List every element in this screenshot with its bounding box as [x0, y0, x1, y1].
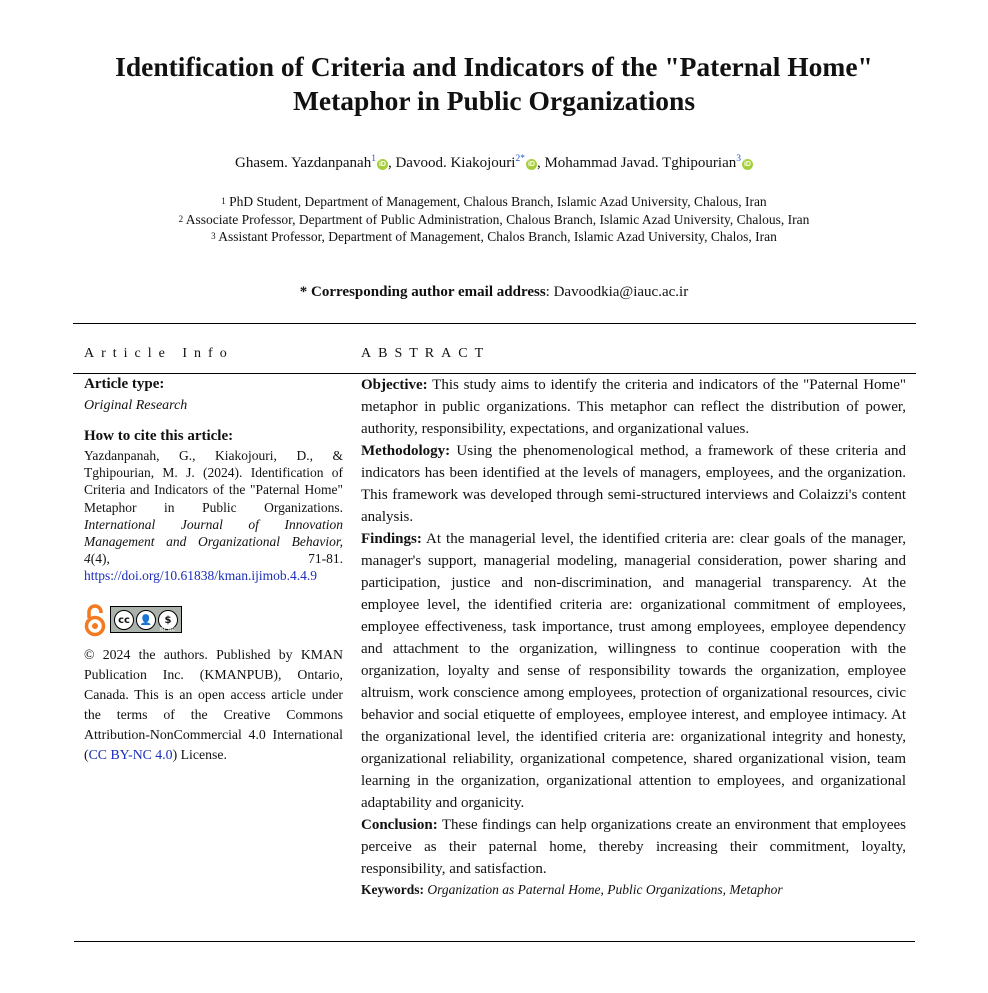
license-icons [84, 601, 343, 639]
keywords-label: Keywords: [361, 882, 424, 897]
findings-label: Findings: [361, 531, 422, 547]
cc-icon: cc [114, 610, 134, 630]
methodology-label: Methodology: [361, 443, 451, 459]
keywords [361, 881, 906, 899]
attribution-icon: 👤 [136, 610, 156, 630]
article-info-panel [84, 374, 343, 765]
abstract-body [361, 374, 906, 899]
citation-journal: International Journal of Innovation Management and Organizational Behavior, [84, 516, 343, 550]
abstract-conclusion [361, 814, 906, 880]
abstract-heading: ABSTRACT [361, 346, 491, 361]
orcid-icon[interactable]: iD [743, 161, 751, 168]
noncommercial-icon: $ [158, 610, 178, 630]
author-name: Mohammad Javad. Tghipourian [544, 155, 737, 171]
affil-sup: 1 [221, 196, 226, 206]
keywords-text: Organization as Paternal Home, Public Organizations, Metaphor [427, 882, 783, 897]
affiliations [0, 193, 988, 246]
license-text: © 2024 the authors. Published by KMAN Publication Inc. (KMANPUB), Ontario, Canada. This is an open access article under the terms of the Creative Commons Attribution-NonCommercial 4.0 International ( [84, 646, 343, 762]
open-access-icon [84, 602, 106, 638]
top-divider [73, 323, 916, 324]
citation-text: Yazdanpanah, G., Kiakojouri, D., & Tghipourian, M. J. (2024). Identification of Criteria and Indicators of the "Paternal Home" Metaphor in Public Organizations. [84, 448, 343, 515]
citation [84, 447, 343, 585]
author-list: Ghasem. Yazdanpanah$^1$iD , Davood. Kiakojouri$^{2*}$iD , Mohammad Javad. Tghipourian$^3$iD [235, 154, 751, 171]
license-text-end: ) License. [172, 746, 227, 762]
abstract-objective [361, 374, 906, 440]
cite-label: How to cite this article: [84, 428, 234, 444]
corresponding-author: * Corresponding author email address: Davoodkia@iauc.ac.ir [299, 284, 689, 300]
author-name: Ghasem. Yazdanpanah [235, 155, 372, 171]
conclusion-label: Conclusion: [361, 817, 438, 833]
affil-text: Associate Professor, Department of Public Administration, Chalous Branch, Islamic Azad University, Chalous, Iran [185, 211, 810, 227]
affiliation [0, 193, 988, 211]
affil-text: Assistant Professor, Department of Management, Chalos Branch, Islamic Azad University, Chalos, Iran [218, 229, 777, 244]
abstract-findings [361, 528, 906, 814]
affiliation [0, 211, 988, 229]
corresponding-label: * Corresponding author email address [299, 284, 546, 300]
affil-sup: 3 [211, 231, 216, 241]
citation-pages: (4), 71-81. [90, 551, 343, 567]
license-link[interactable]: CC BY-NC 4.0 [88, 746, 173, 762]
license-statement [84, 645, 343, 765]
findings-text: At the managerial level, the identified criteria are: clear goals of the manager, manager's support, managerial modeling, managerial consideration, power sharing and participation, justice and non-discrimination, and managerial transparency. At the employee level, the identified criteria are: organizational commitment of employees, employee effectiveness, task importance, trust among employees, employee dependency and attachment to the organization, willingness to continue cooperation with the organization, loyalty and sense of responsibility towards the organization, employee altruism, work conscience among employees, protection of organizational resources, civic behavior and social etiquette of employees, employee interest, and employee intimacy. At the organizational level, the identified criteria are: organizational integrity and honesty, organizational reliability, organizational competence, shared organizational vision, team learning in the organization, organizational attention to employees, and organizational adaptability and organicity. [361, 531, 906, 811]
abstract-methodology [361, 440, 906, 528]
orcid-icon[interactable]: iD [527, 161, 535, 168]
bottom-divider [74, 941, 915, 942]
orcid-icon[interactable]: iD [378, 161, 386, 168]
affil-sup: 2 [178, 213, 184, 224]
corresponding-email[interactable]: Davoodkia@iauc.ac.ir [553, 284, 689, 300]
cc-license-icon[interactable] [110, 606, 182, 633]
objective-text: This study aims to identify the criteria and indicators of the "Paternal Home" metaphor in public organizations. This metaphor can reflect the distribution of power, authority, responsibility, expectations, and organizational values. [361, 377, 906, 437]
methodology-text: Using the phenomenological method, a framework of these criteria and indicators has been identified at the levels of managers, employees, and the organization. This framework was developed through semi-structured interviews and Colaizzi's content analysis. [361, 443, 907, 525]
objective-label: Objective: [361, 377, 428, 393]
author-name: Davood. Kiakojouri [395, 155, 516, 171]
author-affil-sup: 2* [515, 154, 525, 164]
author-affil-sup: 3 [736, 154, 741, 164]
article-type-label: Article type: [84, 376, 165, 392]
article-title: Identification of Criteria and Indicators of the "Paternal Home" Metaphor in Public Organizations [115, 51, 873, 117]
citation-volume: 4 [84, 551, 91, 567]
article-info-heading: Article Info [84, 346, 234, 361]
article-type-value: Original Research [84, 398, 188, 413]
doi-link[interactable]: https://doi.org/10.61838/kman.ijimob.4.4.9 [84, 568, 318, 584]
cc-badge-sub: BY NC [159, 627, 175, 634]
affil-text: PhD Student, Department of Management, Chalous Branch, Islamic Azad University, Chalous, Iran [229, 194, 767, 209]
author-affil-sup: 1 [371, 154, 376, 164]
affiliation [0, 228, 988, 246]
conclusion-text: These findings can help organizations create an environment that employees perceive as their paternal home, thereby increasing their commitment, loyalty, responsibility, and satisfaction. [361, 817, 906, 877]
